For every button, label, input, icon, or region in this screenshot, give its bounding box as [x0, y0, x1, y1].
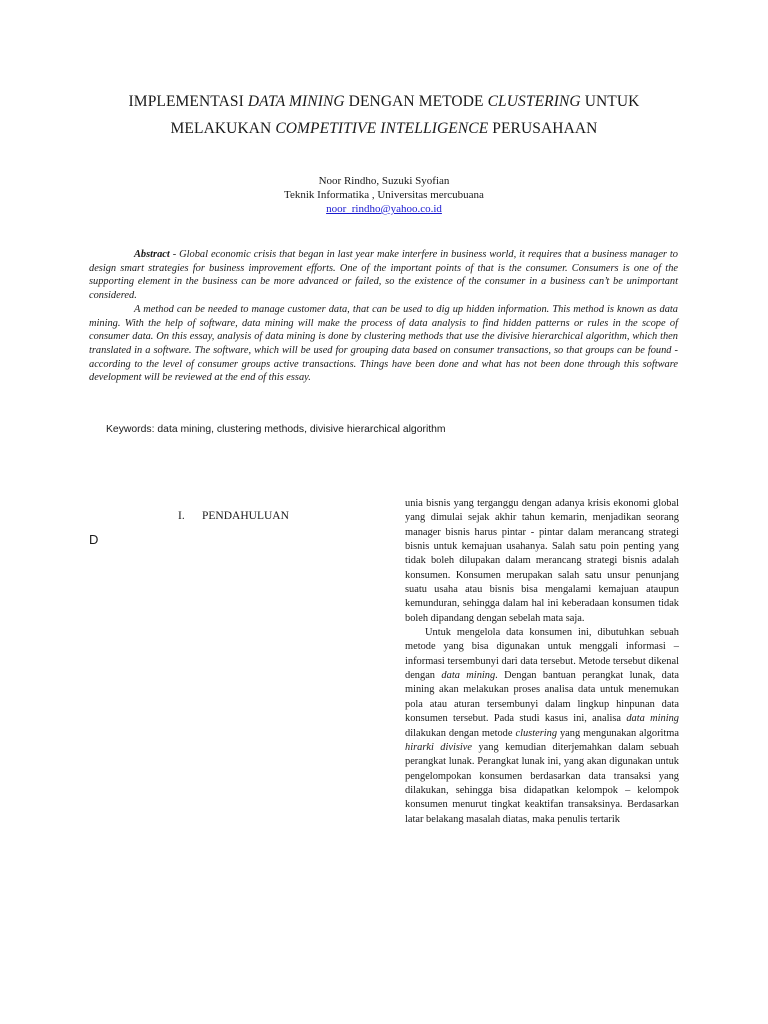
body-segment: hirarki divisive: [405, 741, 473, 753]
body-segment: Untuk mengelola data konsumen ini, dibutuhkan sebuah metode yang bisa digunakan untuk menggali informasi – informasi tersembunyi dari data tersebut. Metode tersebut dikenal dengan: [405, 627, 679, 682]
title-segment: DATA MINING: [247, 93, 345, 110]
title-segment: MELAKUKAN: [170, 120, 276, 137]
author-block: [60, 174, 708, 216]
author-email-link[interactable]: noor_rindho@yahoo.co.id: [326, 203, 442, 215]
body-paragraph-2: [405, 626, 679, 827]
abstract-text-1: - Global economic crisis that began in last year make interfere in business world, it requires that a business manager to design smart strategies for business improvement efforts. One of the important points of that is the consumer. Consumers is one of the supporting element in the business can be more advanced or failed, so the existence of the consumer in a business can’t be unimportant considered.: [89, 249, 678, 302]
paper-title: [60, 88, 708, 142]
body-segment: data mining: [626, 713, 679, 725]
author-names: Noor Rindho, Suzuki Syofian: [318, 175, 450, 187]
body-segment: data mining: [441, 670, 496, 682]
body-segment: yang mengunakan algoritma: [557, 727, 679, 739]
title-line-1: [60, 88, 708, 115]
title-line-2: [60, 115, 708, 142]
body-segment: dilakukan dengan metode: [405, 727, 516, 739]
drop-cap-letter: D: [89, 532, 99, 547]
abstract: [89, 248, 678, 385]
title-segment: DENGAN METODE: [344, 93, 488, 110]
title-segment: COMPETITIVE INTELLIGENCE: [275, 120, 489, 137]
section-title: PENDAHULUAN: [202, 510, 289, 522]
title-segment: IMPLEMENTASI: [128, 93, 248, 110]
body-segment: clustering: [515, 727, 558, 739]
section-number: I.: [178, 510, 185, 522]
author-affiliation: Teknik Informatika , Universitas mercubuana: [284, 189, 484, 201]
keywords-line: Keywords: data mining, clustering methods, divisive hierarchical algorithm: [106, 424, 446, 435]
abstract-paragraph-1: [89, 248, 678, 303]
body-column: [405, 497, 679, 827]
section-heading: [178, 510, 289, 522]
body-paragraph-1: unia bisnis yang terganggu dengan adanya krisis ekonomi global yang dimulai sejak akhir tahun kemarin, menjadikan seorang manager bisnis harus pintar - pintar dalam merancang strategi bisnis untuk kemajuan usahanya. Salah satu poin penting yang tidak boleh dilupakan dalam merancang strategi bisnis adalah konsumen. Konsumen merupakan salah satu unsur penunjang suatu usaha atau bisnis bisa mengalami kemajuan ataupun kemunduran, sehingga dalam hal ini keberadaan konsumen tidak boleh dipandang dengan sebelah mata saja.: [405, 498, 679, 624]
body-segment: . Dengan bantuan perangkat lunak, data mining akan melakukan proses analisa data untuk menemukan pola atau aturan tersembunyi dalam lingkup hinpunan data konsumen tersebut. Pada studi kasus ini, analisa: [405, 670, 679, 725]
abstract-label: Abstract: [134, 249, 170, 260]
title-segment: PERUSAHAAN: [488, 120, 598, 137]
abstract-paragraph-2: A method can be needed to manage customer data, that can be used to dig up hidden information. This method is known as data mining. With the help of software, data mining will make the process of data analysis to find hidden patterns or rules in the scope of consumer data. On this essay, analysis of data mining is done by clustering methods that use the divisive hierarchical algorithm, which then translated in a software. The software, which will be used for grouping data based on consumer transactions, so that groups can be found - according to the level of consumer groups active transactions. Things have been done and what has not been done through this software development will be reviewed at the end of this essay.: [89, 303, 678, 384]
title-segment: CLUSTERING: [487, 93, 581, 110]
body-segment: yang kemudian diterjemahkan dalam sebuah perangkat lunak. Perangkat lunak ini, yang akan digunakan untuk pengelompokan konsumen berdasarkan data transaksi yang dilakukan, sehingga bisa didapatkan kelompok – kelompok konsumen menurut tingkat keaktifan transaksinya. Berdasarkan latar belakang masalah diatas, maka penulis tertarik: [405, 741, 679, 825]
title-segment: UNTUK: [580, 93, 640, 110]
